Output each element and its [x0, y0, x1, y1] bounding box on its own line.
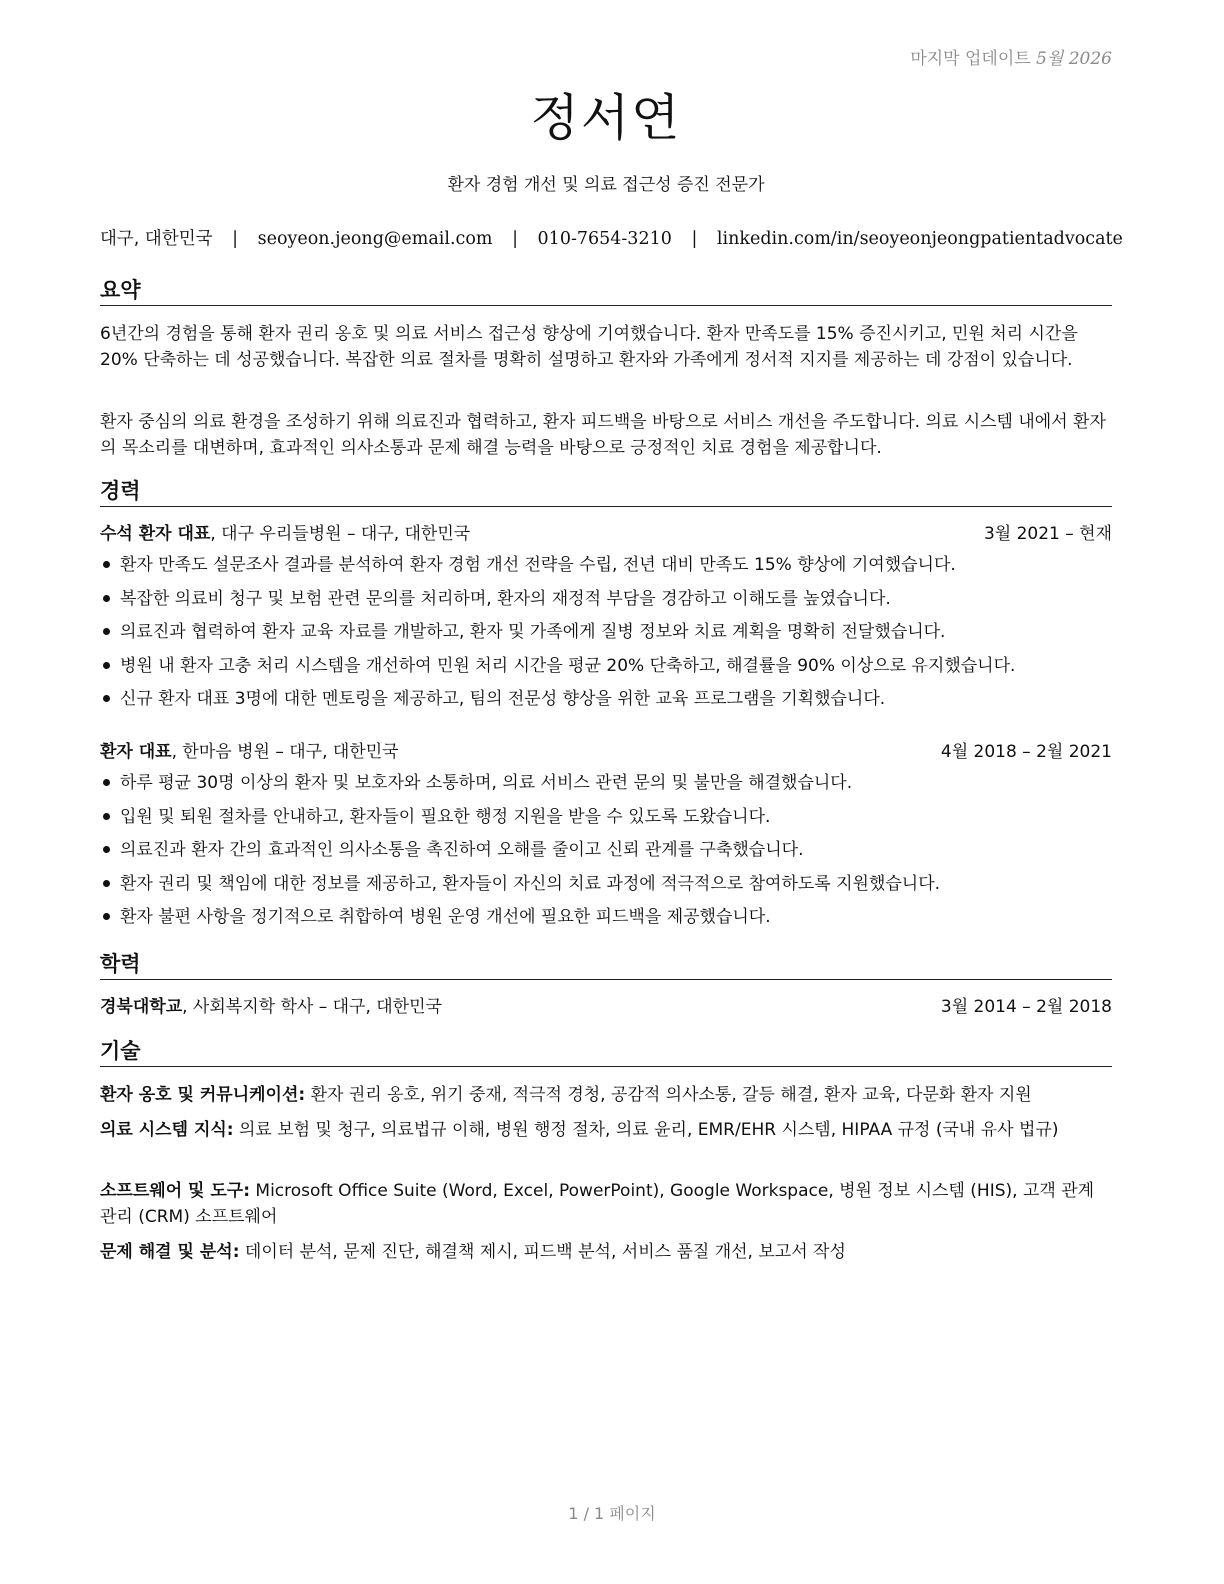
contact-separator: |: [232, 229, 239, 249]
job-dates: 3월 2021 – 현재: [983, 524, 1112, 544]
contact-separator: |: [512, 229, 518, 249]
contact-location: 대구, 대한민국: [100, 229, 213, 249]
job-bullets: [100, 771, 1112, 939]
section-title-experience: 경력: [100, 478, 1112, 507]
job-bullet: 환자 권리 및 책임에 대한 정보를 제공하고, 환자들이 자신의 치료 과정에 적극적으로 참여하도록 지원했습니다.: [100, 872, 1112, 906]
job-header: [100, 522, 1112, 546]
summary-paragraph: 6년간의 경험을 통해 환자 권리 옹호 및 의료 서비스 접근성 향상에 기여했습니다. 환자 만족도를 15% 증진시키고, 민원 처리 시간을 20% 단축하는 데 성공했습니다. 복잡한 의료 절차를 명확히 설명하고 환자와 가족에게 정서적 지지를 제공하는 데 강점이 있습니다.: [100, 324, 1078, 370]
last-updated-prefix: 마지막 업데이트: [910, 49, 1031, 69]
job-bullet: 환자 만족도 설문조사 결과를 분석하여 환자 경험 개선 전략을 수립, 전년 대비 만족도 15% 향상에 기여했습니다.: [100, 553, 1112, 587]
job-role: 수석 환자 대표: [100, 524, 211, 544]
skill-text: 환자 권리 옹호, 위기 중재, 적극적 경청, 공감적 의사소통, 갈등 해결, 환자 교육, 다문화 환자 지원: [305, 1085, 1032, 1105]
job-role: 환자 대표: [100, 742, 172, 762]
skill-item: [100, 1117, 1112, 1143]
education-entry: [100, 995, 1112, 1019]
contact-line: [100, 225, 1123, 250]
skill-item: [100, 1178, 1112, 1230]
skill-text: Microsoft Office Suite (Word, Excel, PowerPoint), Google Workspace, 병원 정보 시스템 (HIS), 고객 관계 관리 (CRM) 소프트웨어: [100, 1181, 1095, 1227]
job-bullet: 복잡한 의료비 청구 및 보험 관련 문의를 처리하며, 환자의 재정적 부담을 경감하고 이해도를 높였습니다.: [100, 587, 1112, 621]
job-bullet: 환자 불편 사항을 정기적으로 취합하여 병원 운영 개선에 필요한 피드백을 제공했습니다.: [100, 905, 1112, 939]
contact-separator: |: [691, 229, 698, 249]
last-updated-month: 5월: [1036, 49, 1064, 69]
skill-label: 문제 해결 및 분석:: [100, 1242, 240, 1262]
job-dates: 4월 2018 – 2월 2021: [940, 742, 1112, 762]
section-title-skills: 기술: [100, 1038, 1112, 1067]
skill-text: 데이터 분석, 문제 진단, 해결책 제시, 피드백 분석, 서비스 품질 개선, 보고서 작성: [239, 1242, 846, 1262]
job-header: [100, 740, 1112, 764]
job-bullet: 하루 평균 30명 이상의 환자 및 보호자와 소통하며, 의료 서비스 관련 문의 및 불만을 해결했습니다.: [100, 771, 1112, 805]
education-school: 경북대학교: [100, 997, 183, 1017]
contact-phone: 010-7654-3210: [537, 229, 672, 249]
candidate-name: 정서연: [530, 89, 682, 147]
job-bullet: 의료진과 환자 간의 효과적인 의사소통을 촉진하여 오해를 줄이고 신뢰 관계를 구축했습니다.: [100, 838, 1112, 872]
summary-paragraph: 환자 중심의 의료 환경을 조성하기 위해 의료진과 협력하고, 환자 피드백을 바탕으로 서비스 개선을 주도합니다. 의료 시스템 내에서 환자의 목소리를 대변하며, 효과적인 의사소통과 문제 해결 능력을 바탕으로 긍정적인 치료 경험을 제공합니다.: [100, 412, 1106, 458]
contact-email[interactable]: seoyeon.jeong@email.com: [257, 229, 493, 249]
last-updated-year: 2026: [1068, 49, 1112, 69]
job-bullet: 입원 및 퇴원 절차를 안내하고, 환자들이 필요한 행정 지원을 받을 수 있도록 도왔습니다.: [100, 805, 1112, 839]
education-dates: 3월 2014 – 2월 2018: [940, 997, 1112, 1017]
education-detail: , 사회복지학 학사 – 대구, 대한민국: [182, 997, 442, 1017]
contact-linkedin[interactable]: linkedin.com/in/seoyeonjeongpatientadvocate: [716, 229, 1123, 249]
job-org: , 대구 우리들병원 – 대구, 대한민국: [210, 524, 471, 544]
candidate-headline: 환자 경험 개선 및 의료 접근성 증진 전문가: [447, 175, 765, 195]
skill-item: [100, 1082, 1112, 1108]
job-bullet: 병원 내 환자 고충 처리 시스템을 개선하여 민원 처리 시간을 평균 20% 단축하고, 해결률을 90% 이상으로 유지했습니다.: [100, 654, 1112, 688]
skill-text: 의료 보험 및 청구, 의료법규 이해, 병원 행정 절차, 의료 윤리, EMR/EHR 시스템, HIPAA 규정 (국내 유사 법규): [233, 1120, 1059, 1140]
job-bullet: 신규 환자 대표 3명에 대한 멘토링을 제공하고, 팀의 전문성 향상을 위한 교육 프로그램을 기획했습니다.: [100, 687, 1112, 721]
job-bullet: 의료진과 협력하여 환자 교육 자료를 개발하고, 환자 및 가족에게 질병 정보와 치료 계획을 명확히 전달했습니다.: [100, 620, 1112, 654]
job-bullets: [100, 553, 1112, 721]
skill-label: 환자 옹호 및 커뮤니케이션:: [100, 1085, 306, 1105]
section-title-education: 학력: [100, 951, 1112, 980]
skill-label: 소프트웨어 및 도구:: [100, 1181, 251, 1201]
job-org: , 한마음 병원 – 대구, 대한민국: [171, 742, 399, 762]
page-indicator: 1 / 1 페이지: [568, 1504, 656, 1523]
last-updated: [910, 44, 1112, 69]
skill-item: [100, 1239, 1112, 1265]
skill-label: 의료 시스템 지식:: [100, 1120, 234, 1140]
section-title-summary: 요약: [100, 277, 1112, 306]
